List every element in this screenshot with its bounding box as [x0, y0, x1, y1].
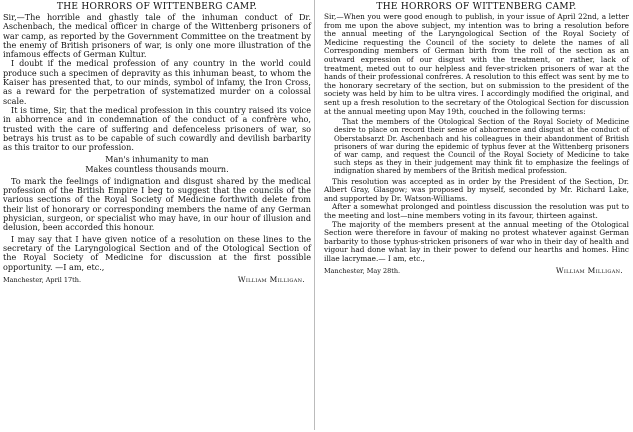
verse-line-2: Makes countless thousands mourn. — [85, 164, 229, 174]
left-signature: William Milligan. — [237, 274, 305, 284]
left-signature-line — [3, 275, 311, 284]
right-place-date: Manchester, May 28th. — [324, 267, 401, 276]
left-paragraph-1: Sir,—The horrible and ghastly tale of the inhuman conduct of Dr. Aschenbach, the medical officer in charge of the Wittenberg prisoners of war camp, as reported by the Government Committee on the treatment by the enemy of British prisoners of war, is only one more illustration of the infamous effects of German Kultur. — [3, 12, 311, 60]
left-letter-column — [0, 0, 315, 432]
right-letter-title: THE HORRORS OF WITTENBERG CAMP. — [376, 2, 577, 12]
right-paragraph-4: The majority of the members present at the annual meeting of the Otological Section were therefore in favour of making no protest whatever against German barbarity to those typhus-stricken prisoners of war who in their day of health and vigour had done what lay in their power to defend our hearths and homes. Hinc illae lacrymae.— I am, etc., — [324, 219, 629, 263]
right-letter-column — [320, 0, 633, 432]
right-paragraph-1: Sir,—When you were good enough to publish, in your issue of April 22nd, a letter from me upon the above subject, my intention was to bring a resolution before the annual meeting of the Laryngological Section of the Royal Society of Medicine requesting the Council of the society to delete the names of all Corresponding members of German birth from the roll of the section as an outward expression of our disgust with the treatment, or rather, lack of treatment, meted out to our helpless and fever-stricken prisoners of war at the hands of their professional confrères. A resolution to this effect was sent by me to the honorary secretary of the section, but on submission to the president of the society was held by him to be ultra vires. I accordingly modified the original, and sent up a fresh resolution to the secretary of the Otological Section for discussion at the annual meeting upon May 19th, couched in the following terms: — [324, 12, 629, 116]
left-paragraph-2: I doubt if the medical profession of any country in the world could produce such a specimen of depravity as this inhuman beast, to whom the Kaiser has presented that, to our minds, symbol of infamy, the Iron Cross, as a reward for the perpetration of systematized murder on a colossal scale. — [3, 58, 311, 106]
left-paragraph-4: To mark the feelings of indignation and disgust shared by the medical profession of the British Empire I beg to suggest that the councils of the various sections of the Royal Society of Medicine forthwith delete from their list of honorary or corresponding members the name of any German physician, surgeon, or specialist who may have, in our hour of illusion and delusion, been accorded this honour. — [3, 175, 311, 233]
resolution-block — [334, 118, 629, 175]
verse-line-1: Man's inhumanity to man — [105, 155, 209, 165]
right-signature: William Milligan. — [555, 266, 623, 276]
right-paragraph-2: This resolution was accepted as in order by the President of the Section, Dr. Albert Gray, Glasgow; was proposed by myself, seconded by Mr. Richard Lake, and supported by Dr. Watson-Williams. — [324, 176, 629, 203]
column-divider — [314, 0, 315, 430]
right-signature-line — [324, 266, 629, 275]
left-paragraph-5: I may say that I have given notice of a resolution on these lines to the secretary of the Laryngological Section and of the Otological Section of the Royal Society of Medicine for discussion at the first possible opportunity. —I am, etc., — [3, 233, 311, 272]
left-letter-title: THE HORRORS OF WITTENBERG CAMP. — [56, 2, 258, 12]
left-paragraph-3: It is time, Sir, that the medical profession in this country raised its voice in abhorrence and in condemnation of the conduct of a confrère who, trusted with the care of suffering and defenceless prisoners of war, so betrays his trust as to be capable of such cowardly and devilish barbarity as this traitor to our profession. — [3, 104, 311, 153]
verse-quotation — [3, 155, 311, 173]
resolution-text: That the members of the Otological Section of the Royal Society of Medicine desire to place on record their sense of abhorrence and disgust at the conduct of Oberstabsarzt Dr. Aschenbach and his colleagues in their abandonment of British prisoners of war during the epidemic of typhus fever at the Wittenberg prisoners of war camp, and request the Council of the Royal Society of Medicine to take such steps as they in their judgement may think fit to emphasize the feelings of indignation shared by members of the British medical profession. — [334, 118, 629, 176]
right-paragraph-3: After a somewhat prolonged and pointless discussion the resolution was put to the meeting and lost—nine members voting in its favour, thirteen against. — [324, 202, 629, 220]
left-place-date: Manchester, April 17th. — [3, 275, 82, 284]
